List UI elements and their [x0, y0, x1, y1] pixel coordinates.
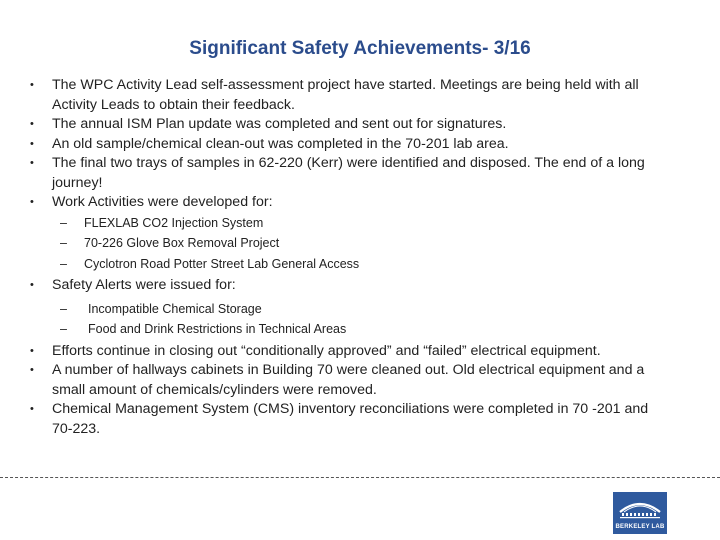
sub-bullet-text: Food and Drink Restrictions in Technical Areas [88, 322, 347, 336]
bullet-item [0, 76, 662, 115]
dash-icon: – [60, 301, 67, 316]
footer-divider [0, 477, 720, 478]
sub-bullet-text: Incompatible Chemical Storage [88, 301, 262, 316]
bullet-icon: • [30, 118, 34, 130]
bullet-text: The annual ISM Plan update was completed and sent out for signatures. [52, 116, 507, 132]
sub-bullet-text: Cyclotron Road Potter Street Lab General Access [84, 256, 360, 271]
bullet-icon: • [30, 344, 34, 357]
dash-icon: – [60, 215, 67, 230]
bullet-text: Work Activities were developed for: [52, 194, 273, 210]
bullet-item [0, 115, 662, 135]
dash-icon: – [60, 322, 67, 336]
bullet-icon: • [30, 157, 34, 169]
sub-bullet-item [0, 254, 664, 275]
bullet-icon: • [30, 364, 34, 376]
bullet-icon: • [30, 79, 34, 91]
bullet-item [0, 276, 662, 296]
bullet-text: A number of hallways cabinets in Building 70 were cleaned out. Old electrical equipment and a small amount of chemicals/cylinders were removed. [52, 362, 645, 398]
sub-bullet-item [0, 213, 664, 234]
bullet-item [0, 361, 662, 400]
dash-icon: – [60, 256, 67, 271]
bullet-item [0, 193, 662, 213]
bullet-item [0, 400, 662, 439]
lab-building-icon [613, 492, 667, 524]
bullet-text: Chemical Management System (CMS) inventory reconciliations were completed in 70 -201 and 70-223. [52, 401, 649, 437]
bullet-text: The WPC Activity Lead self-assessment project have started. Meetings are being held with all Activity Leads to obtain their feedback. [52, 77, 639, 113]
bullet-icon: • [30, 196, 34, 208]
sub-bullet-item [0, 319, 668, 340]
bullet-item [0, 342, 662, 362]
sub-bullet-text: FLEXLAB CO2 Injection System [84, 215, 264, 230]
bullet-text: An old sample/chemical clean-out was completed in the 70-201 lab area. [52, 135, 509, 152]
slide-title: Significant Safety Achievements- 3/16 [189, 38, 531, 59]
dash-icon: – [60, 236, 67, 250]
bullet-icon: • [30, 403, 34, 415]
berkeley-lab-logo [613, 492, 667, 534]
slide-content [0, 76, 720, 439]
sub-bullet-text: 70-226 Glove Box Removal Project [84, 236, 280, 250]
bullet-item [0, 135, 662, 155]
logo-text: BERKELEY LAB [615, 524, 665, 530]
bullet-item [0, 154, 662, 193]
bullet-text: Efforts continue in closing out “conditionally approved” and “failed” electrical equipment. [52, 342, 601, 359]
bullet-icon: • [30, 279, 34, 291]
bullet-text: Safety Alerts were issued for: [52, 277, 236, 293]
bullet-icon: • [30, 137, 34, 150]
sub-bullet-item [0, 299, 668, 320]
sub-bullet-item [0, 233, 664, 254]
bullet-text: The final two trays of samples in 62-220 (Kerr) were identified and disposed. The end of a long journey! [52, 155, 645, 191]
